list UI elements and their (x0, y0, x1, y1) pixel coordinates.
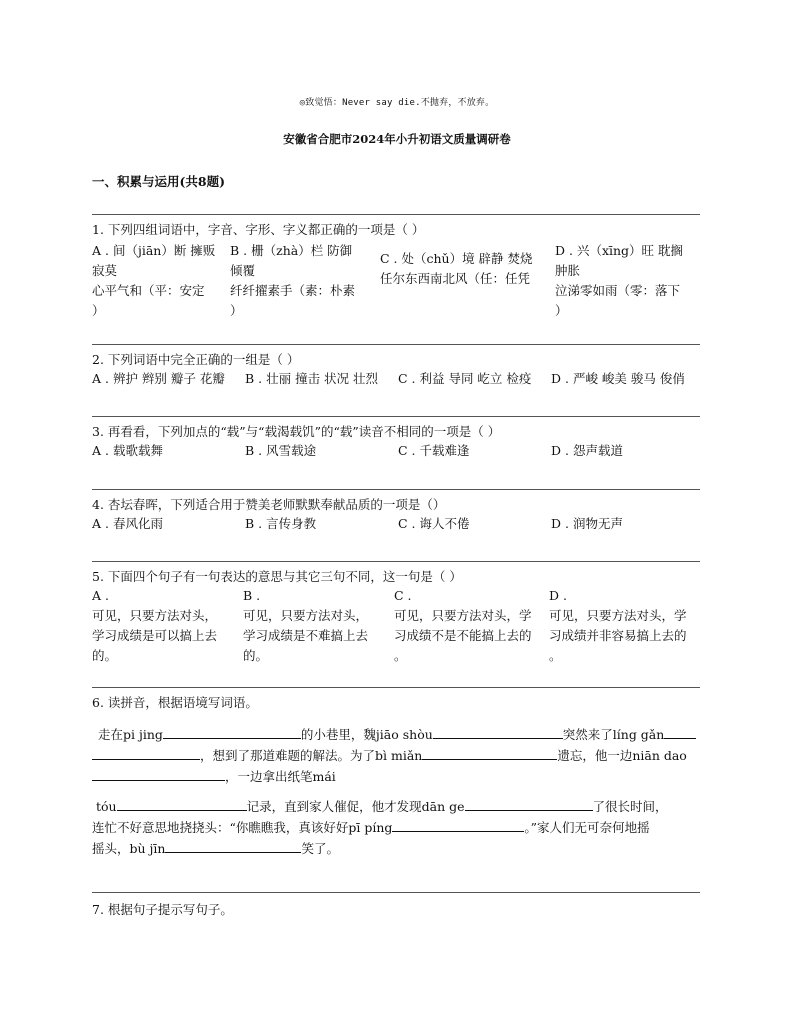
option-line: 。 (549, 648, 562, 663)
option-label: B . 风雪载途 (245, 443, 317, 458)
option-a[interactable] (92, 241, 232, 321)
question-stem: 4. 杏坛春晖，下列适合用于赞美老师默默奉献品质的一项是（） (92, 497, 446, 512)
option-line: 可见，只要方法对头， (243, 608, 369, 623)
answer-blank[interactable] (92, 745, 200, 760)
passage-text: 连忙不好意思地挠挠头：“你瞧瞧我，真该好好pī píng (92, 820, 393, 835)
divider (92, 489, 700, 490)
passage-text: 。”家人们无可奈何地摇 (524, 820, 650, 835)
question-7 (92, 900, 700, 918)
page-title: 安徽省合肥市2024年小升初语文质量调研卷 (283, 132, 511, 146)
question-3 (92, 422, 700, 440)
divider (92, 416, 700, 417)
option-line: 可见，只要方法对头， (92, 608, 218, 623)
passage-text: ，想到了那道难题的解法。为了bì miǎn (200, 748, 423, 763)
answer-blank[interactable] (165, 838, 301, 853)
option-label: B . 言传身教 (245, 516, 317, 531)
answer-blank[interactable] (392, 817, 524, 832)
divider (92, 214, 700, 215)
question-1 (92, 220, 700, 238)
option-c[interactable] (398, 369, 531, 389)
option-c[interactable] (380, 249, 552, 289)
option-line: A . (92, 588, 109, 603)
option-line: 泣涕零如雨（零：落下 (555, 283, 681, 298)
motto: ◎致觉悟：Never say die.不抛弃，不放弃。 (299, 98, 495, 108)
option-line: D . (549, 588, 567, 603)
option-d[interactable] (555, 241, 700, 321)
option-label: D . 润物无声 (551, 516, 623, 531)
passage-paragraph-2 (92, 796, 702, 859)
answer-blank[interactable] (117, 796, 247, 811)
question-stem: 7. 根据句子提示写句子。 (92, 902, 233, 917)
option-line: 可见，只要方法对头，学 (394, 608, 532, 623)
option-d[interactable] (551, 441, 623, 461)
passage-text: tóu (96, 799, 117, 814)
passage-text: 的小巷里，魏jiāo shòu (300, 727, 433, 742)
option-line: 纤纤擢素手（素：朴素 (230, 283, 356, 298)
option-b[interactable] (243, 586, 393, 666)
option-c[interactable] (398, 514, 470, 534)
option-label: C . 千载难逢 (398, 443, 470, 458)
option-b[interactable] (245, 369, 378, 389)
option-a[interactable] (92, 514, 163, 534)
option-label: C . 利益 导同 屹立 检疫 (398, 371, 532, 386)
divider (92, 687, 700, 688)
question-stem: 6. 读拼音，根据语境写词语。 (92, 695, 258, 710)
option-c[interactable] (394, 586, 549, 666)
option-line: C . 处（chǔ）境 辟静 焚烧 (380, 251, 533, 266)
option-line: 心平气和（平：安定 (92, 283, 205, 298)
answer-blank[interactable] (664, 724, 696, 739)
option-line: ） (555, 303, 568, 318)
option-line: 的。 (243, 648, 269, 663)
answer-blank[interactable] (163, 724, 301, 739)
option-line: 学习成绩是可以搞上去 (92, 628, 218, 643)
option-line: 任尔东西南北风（任：任凭 (380, 271, 531, 286)
option-label: D . 严峻 峻美 骏马 俊俏 (551, 371, 685, 386)
option-label: A . 载歌载舞 (92, 443, 163, 458)
option-line: D . 兴（xīng）旺 耽搁 (555, 243, 684, 258)
passage-text: 了很长时间， (592, 799, 668, 814)
option-line: 的。 (92, 648, 118, 663)
option-label: D . 怨声载道 (551, 443, 623, 458)
option-line: A . 间（jiān）断 擁贩 (92, 243, 216, 258)
option-line: 可见，只要方法对头，学 (549, 608, 687, 623)
option-label: C . 诲人不倦 (398, 516, 470, 531)
question-4 (92, 495, 700, 513)
question-stem: 3. 再看看，下列加点的“载”与“载渴载饥”的“载”读音不相同的一项是（ ） (92, 424, 501, 439)
passage-text: ，一边拿出纸笔mái (225, 769, 336, 784)
question-stem: 1. 下列四组词语中，字音、字形、字义都正确的一项是（ ） (92, 222, 425, 237)
question-stem: 5. 下面四个句子有一句表达的意思与其它三句不同，这一句是（ ） (92, 569, 462, 584)
divider (92, 892, 700, 893)
option-b[interactable] (245, 514, 316, 534)
passage-text: 突然来了líng gǎn (562, 727, 665, 742)
passage-text: 遗忘，他一边niān dao (557, 748, 687, 763)
option-line: B . (243, 588, 261, 603)
option-line: ） (92, 303, 105, 318)
option-line: C . (394, 588, 412, 603)
option-d[interactable] (551, 514, 623, 534)
section-heading: 一、积累与运用(共8题) (92, 174, 226, 189)
answer-blank[interactable] (422, 745, 557, 760)
passage-paragraph-1 (92, 724, 702, 787)
option-a[interactable] (92, 441, 163, 461)
answer-blank[interactable] (465, 796, 593, 811)
option-line: ） (230, 303, 243, 318)
option-d[interactable] (551, 369, 685, 389)
passage-text: 记录，直到家人催促，他才发现dān ge (246, 799, 465, 814)
question-2 (92, 350, 700, 368)
option-a[interactable] (92, 369, 225, 389)
option-line: 习成绩不是不能搞上去的 (394, 628, 532, 643)
option-line: 倾覆 (230, 263, 256, 278)
passage-text: 摇头，bù jīn (92, 841, 166, 856)
divider (92, 561, 700, 562)
option-a[interactable] (92, 586, 242, 666)
option-line: B . 栅（zhà）栏 防御 (230, 243, 353, 258)
option-line: 。 (394, 648, 407, 663)
option-d[interactable] (549, 586, 701, 666)
option-line: 学习成绩是不难搞上去 (243, 628, 369, 643)
option-label: A . 春风化雨 (92, 516, 163, 531)
divider (92, 344, 700, 345)
option-b[interactable] (230, 241, 378, 321)
option-line: 寂莫 (92, 263, 118, 278)
question-stem: 2. 下列词语中完全正确的一组是（ ） (92, 352, 300, 367)
option-c[interactable] (398, 441, 470, 461)
option-label: A . 辨护 辫别 瓣子 花瓣 (92, 371, 225, 386)
question-5 (92, 567, 700, 585)
option-label: B . 壮丽 撞击 状况 壮烈 (245, 371, 379, 386)
option-b[interactable] (245, 441, 316, 461)
answer-blank[interactable] (433, 724, 563, 739)
option-line: 肿胀 (555, 263, 581, 278)
option-line: 习成绩并非容易搞上去的 (549, 628, 687, 643)
passage-text: 笑了。 (301, 841, 339, 856)
passage-text: 走在pi jing (98, 727, 163, 742)
question-6 (92, 693, 700, 711)
answer-blank[interactable] (92, 766, 225, 781)
